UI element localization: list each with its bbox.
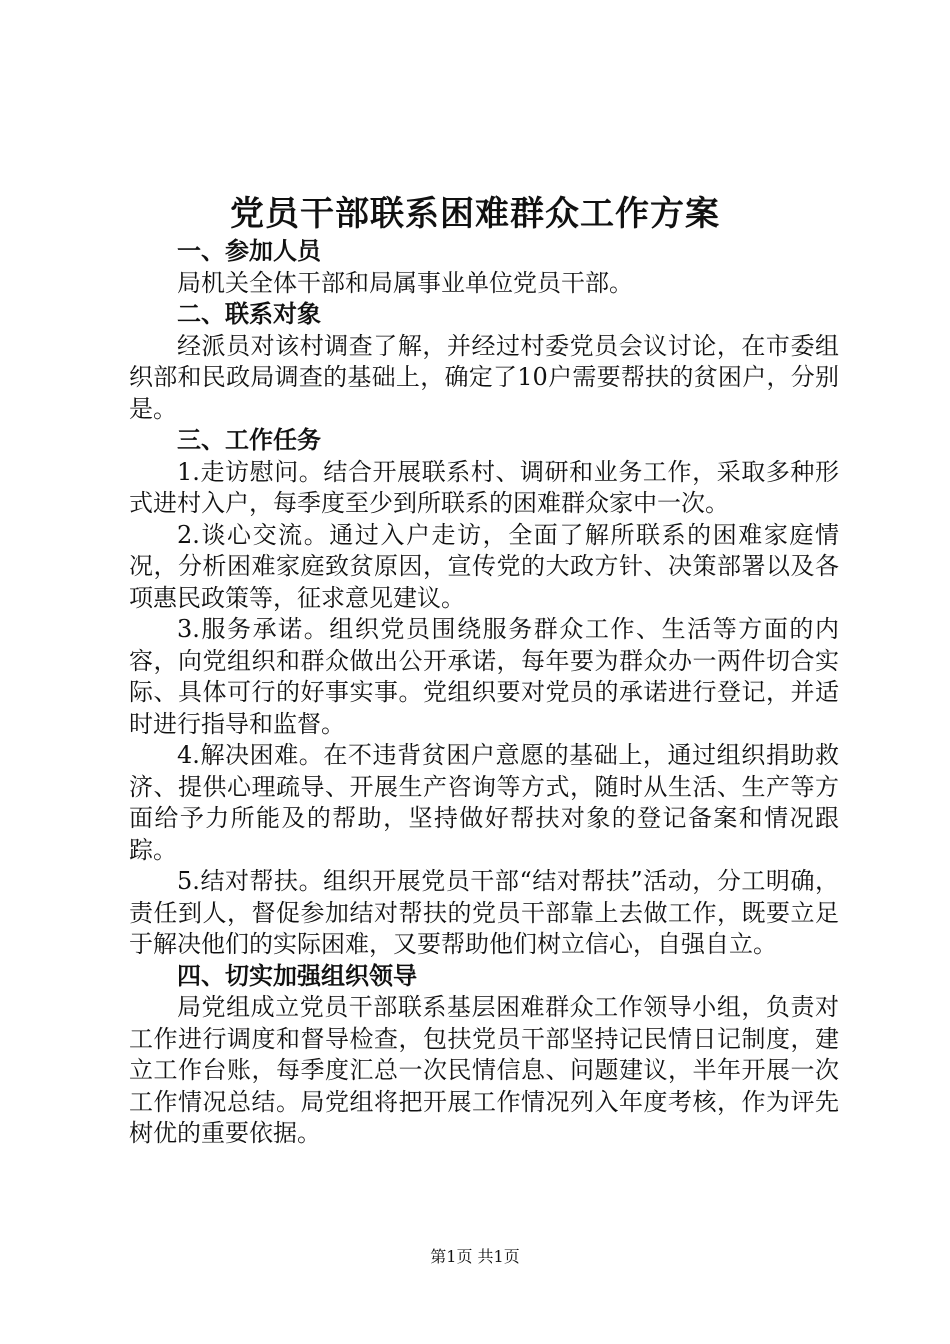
paragraph: 局党组成立党员干部联系基层困难群众工作领导小组，负责对工作进行调度和督导检查，包扶党员干部坚持记民情日记制度，建立工作台账，每季度汇总一次民情信息、问题建议，半年开展一次工作情况总结。局党组将把开展工作情况列入年度考核，作为评先树优的重要依据。 — [129, 993, 839, 1147]
paragraph: 3.服务承诺。组织党员围绕服务群众工作、生活等方面的内容，向党组织和群众做出公开承诺，每年要为群众办一两件切合实际、具体可行的好事实事。党组织要对党员的承诺进行登记，并适时进行指导和监督。 — [129, 615, 839, 738]
paragraph: 1.走访慰问。结合开展联系村、调研和业务工作，采取多种形式进村入户，每季度至少到所联系的困难群众家中一次。 — [129, 457, 839, 517]
document-title: 党员干部联系困难群众工作方案 — [230, 194, 720, 234]
section-heading: 二、联系对象 — [177, 300, 321, 328]
paragraph: 经派员对该村调查了解，并经过村委党员会议讨论，在市委组织部和民政局调查的基础上，确定了10户需要帮扶的贫困户，分别是。 — [129, 331, 839, 423]
document-body — [129, 236, 839, 1150]
paragraph: 局机关全体干部和局属事业单位党员干部。 — [177, 268, 633, 297]
section-heading: 三、工作任务 — [177, 426, 321, 454]
page-footer: 第1页 共1页 — [430, 1247, 520, 1266]
section-heading: 一、参加人员 — [177, 237, 321, 265]
paragraph: 4.解决困难。在不违背贫困户意愿的基础上，通过组织捐助救济、提供心理疏导、开展生产咨询等方式，随时从生活、生产等方面给予力所能及的帮助，坚持做好帮扶对象的登记备案和情况跟踪。 — [129, 741, 839, 864]
paragraph: 5.结对帮扶。组织开展党员干部“结对帮扶”活动，分工明确，责任到人，督促参加结对帮扶的党员干部靠上去做工作，既要立足于解决他们的实际困难，又要帮助他们树立信心，自强自立。 — [129, 867, 839, 958]
section-heading: 四、切实加强组织领导 — [177, 961, 417, 990]
paragraph: 2.谈心交流。通过入户走访，全面了解所联系的困难家庭情况，分析困难家庭致贫原因，宣传党的大政方针、决策部署以及各项惠民政策等，征求意见建议。 — [129, 520, 839, 612]
